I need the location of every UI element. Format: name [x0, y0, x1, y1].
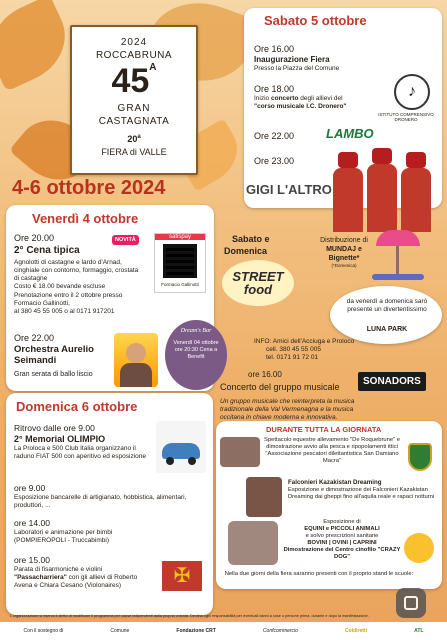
- orchestra-title: Orchestra Aurelio Seimandi: [14, 344, 94, 366]
- dream-bar-circle: [165, 320, 227, 390]
- sponsor-coldiretti: Coldiretti: [345, 628, 367, 634]
- dream-bar-logo: Dream's Bar: [180, 328, 212, 334]
- sponsors-bar: [0, 622, 447, 640]
- scan-icon: [404, 596, 418, 610]
- sponsor-atl: ATL: [414, 628, 424, 634]
- nuova-badge: NOVITÀ: [112, 235, 139, 245]
- crazy-dog-logo-icon: [404, 533, 434, 563]
- header-card: [70, 25, 198, 175]
- sponsor-comune: Comune: [110, 628, 130, 634]
- sabato-item-3: Ore 22.00: [254, 131, 295, 141]
- disclaimer: L'organizzazione si riserva il diritto di modificare il programma per cause indipendenti dalla propria volontà. Declina ogni responsabilità per eventuali danni a cose o persone prima, durante e dopo la manifestazione.: [10, 614, 369, 618]
- event-dates: 4-6 ottobre 2024: [12, 177, 166, 199]
- sponsor-crt: Fondazione CRT: [176, 628, 216, 634]
- domenica-item-3: ore 14.00 Laboratori e animazione per bimbi (POMPIEROPOLI - Truccabimbi): [14, 518, 113, 544]
- leaf-decoration: [0, 0, 79, 92]
- sponsor-confcommercio: Confcommercio: [262, 628, 298, 634]
- giornata-title: DURANTE TUTTA LA GIORNATA: [266, 425, 382, 434]
- domenica-item-1: Ritrovo dalle ore 9.00 2° Memorial OLIMPIO La Proloca e 500 Club Italia organizzano il raduno FIAT 500 con aperitivo ed esposizione: [14, 423, 147, 460]
- orchestra-time: Ore 22.00: [14, 333, 55, 343]
- cena-title: 2° Cena tipica: [14, 245, 80, 256]
- sponsor-label: Con il sostegno di: [23, 628, 64, 634]
- venerdi-title: Venerdì 4 ottobre: [32, 211, 139, 226]
- street-food-logo: STREET food: [222, 260, 294, 306]
- giornata-card: [216, 421, 442, 589]
- sabato-item-2: Ore 18.00 Inizio concerto degli allievi del "corso musicale I.C. Dronero": [254, 84, 347, 111]
- falcon-image: [246, 477, 282, 517]
- domenica-title: Domenica 6 ottobre: [16, 399, 138, 414]
- street-food-days-2: Domenica: [224, 246, 268, 256]
- carousel-icon: [368, 230, 428, 282]
- giornata-p2: Esposizione e dimostrazione dei Falconieri Kazakistan Dreaming dai gheppi fino all'aquila reale e rapaci notturni: [288, 487, 435, 500]
- giornata-p2-title: Falconieri Kazakistan Dreaming: [288, 479, 382, 486]
- street-food-days-1: Sabato e: [232, 234, 270, 244]
- gigi-logo: GIGI L'ALTRO: [246, 182, 332, 197]
- luna-park-card: [330, 286, 442, 344]
- event-name-line2: CASTAGNATA: [98, 116, 170, 127]
- fiat500-image: [156, 421, 206, 473]
- animals-image: [228, 521, 278, 565]
- edition-number: $45^A$: [111, 62, 157, 100]
- school-logo-text: ISTITUTO COMPRENSIVO DRONERO: [378, 112, 434, 123]
- fiera-text: FIERA di VALLE: [101, 147, 167, 157]
- qr-caption: Formacio Gallinotti: [161, 282, 199, 287]
- dream-bar-text: Venerdì 04 ottobre ore 20:30 Cena a Benefit: [173, 340, 219, 360]
- satispay-label: satispay: [155, 234, 205, 240]
- comune-crest-icon: [408, 443, 432, 471]
- orchestra-text: Gran serata di ballo liscio: [14, 371, 93, 378]
- sabato-item-4: Ore 23.00: [254, 156, 295, 166]
- concerto-time: ore 16.00: [248, 370, 282, 379]
- event-name-line1: GRAN: [117, 103, 151, 114]
- lambo-logo: LAMBO: [326, 126, 374, 141]
- orchestra-photo: [114, 333, 158, 387]
- domenica-item-2: ore 9.00 Esposizione bancarelle di artigianato, hobbistica, alimentari, produttori, ...: [14, 483, 187, 509]
- horse-image: [220, 437, 260, 467]
- concerto-text: Un gruppo musicale che reinterpreta la musica tradizionale della Val Vermenagna e la musica occitana in chiave moderna e innovativa.: [220, 398, 355, 422]
- school-logo-icon: ♪: [394, 74, 430, 110]
- cena-text: Agnolotti di castagne e lardo d'Arnad, cinghiale con contorno, formaggio, crostata di castagne Costo € 18.00 bevande escluse Prenotazione entro il 2 ottobre presso Formacio Gallinotti, al 380 45 55 005 o al 0171 917201: [14, 259, 139, 315]
- luna-park-title: LUNA PARK: [366, 326, 408, 333]
- occitan-flag-icon: ✠: [162, 561, 202, 591]
- qr-icon: [163, 244, 197, 278]
- sabato-item-1: Ore 16.00 Inaugurazione Fiera Presso la Piazza del Comune: [254, 44, 340, 73]
- concerto-title: Concerto del gruppo musicale: [220, 382, 340, 392]
- qr-code[interactable]: [154, 233, 206, 293]
- cena-time: Ore 20.00: [14, 233, 55, 243]
- year: 2024: [120, 37, 148, 48]
- domenica-item-4: ore 15.00 Parata di fisarmoniche e violini "Passacharriera" con gli allievi di Roberto Avena e Chiara Cesano (Violonaires): [14, 555, 138, 589]
- info-block: INFO: Amici dell'Acciuga e Proloco cell. 380 45 55 005 tel. 0171 91 72 01: [254, 338, 355, 362]
- scan-button[interactable]: [396, 588, 426, 618]
- luna-park-text: da venerdì a domenica sarò presente un divertentissimo: [346, 298, 428, 314]
- giornata-foot: Nella due giorni della fiera saranno presenti con il proprio stand le scuole:: [224, 571, 414, 577]
- town: ROCCABRUNA: [95, 50, 173, 61]
- sonadors-logo: SONADORS: [358, 372, 426, 391]
- mundaj-text: Distribuzione di MUNDAJ e Bignette* (*Domenica): [320, 237, 368, 269]
- sabato-title: Sabato 5 ottobre: [264, 13, 367, 28]
- domenica-card: [6, 393, 213, 615]
- giornata-p3: Esposizione di EQUINI e PICCOLI ANIMALI e solvo prescrizioni sanitarie BOVINI | OVINI | CAPRINI Dimostrazione del Centro cinofilo "CRAZY DOG": [283, 519, 401, 560]
- fiera-edition: 20$^a$: [127, 134, 141, 144]
- giornata-p1: Spettacolo equestre allevamento "De Roquebrune" e dimostrazione avvio alla pesca e ripopolamenti ittici "Associazione pescatori dilettantistica San Damiano Macra": [264, 437, 400, 464]
